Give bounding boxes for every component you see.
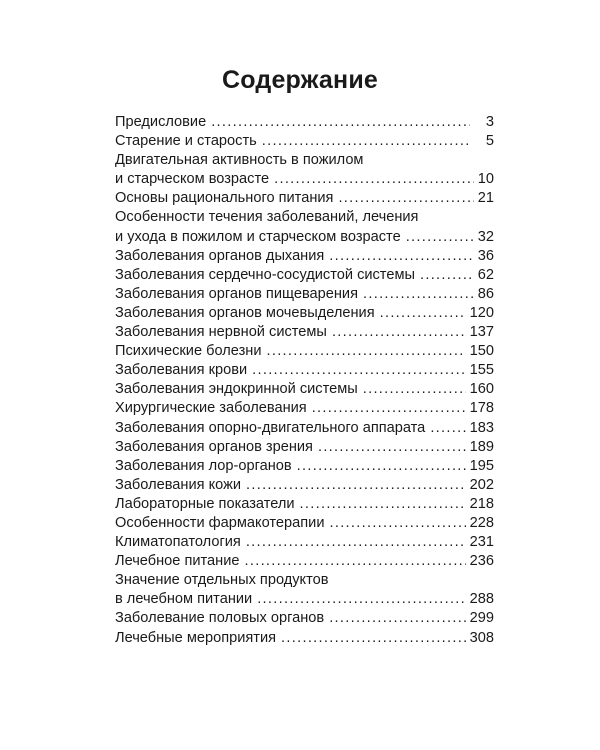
- toc-entry-page-number: 236: [469, 553, 494, 570]
- toc-entry-title: Заболевания органов зрения: [115, 438, 313, 455]
- dot-leader: [211, 113, 470, 132]
- dot-leader: [430, 419, 465, 438]
- toc-entry-page-number: 195: [469, 457, 494, 474]
- toc-entry-title: и ухода в пожилом и старческом возрасте: [115, 228, 401, 245]
- dot-leader: [329, 609, 465, 628]
- toc-entry[interactable]: [115, 571, 494, 609]
- toc-entry[interactable]: [115, 629, 494, 648]
- toc-entry-page-number: 120: [469, 304, 494, 321]
- toc-entry[interactable]: [115, 514, 494, 533]
- toc-entry-title: Заболевания органов дыхания: [115, 247, 325, 264]
- toc-entry[interactable]: [115, 495, 494, 514]
- toc-entry-title: Заболевания сердечно-сосудистой системы: [115, 266, 415, 283]
- toc-entry-page-number: 202: [469, 476, 494, 493]
- dot-leader: [329, 514, 465, 533]
- toc-entry-title: Заболевания кожи: [115, 476, 242, 493]
- toc-entry[interactable]: [115, 361, 494, 380]
- toc-entry-page-number: 137: [469, 324, 494, 341]
- toc-entry-page-number: 288: [469, 591, 494, 608]
- toc-entry-title: Заболевания органов пищеварения: [115, 285, 358, 302]
- toc-entry-page-number: 86: [477, 285, 494, 302]
- toc-entry-title: Основы рационального питания: [115, 190, 334, 207]
- toc-entry[interactable]: [115, 132, 494, 151]
- toc-entry[interactable]: [115, 247, 494, 266]
- toc-entry-title: Лечебное питание: [115, 553, 240, 570]
- toc-entry-title: Лабораторные показатели: [115, 495, 295, 512]
- dot-leader: [274, 170, 474, 189]
- dot-leader: [245, 552, 466, 571]
- toc-entry-title: Климатопатология: [115, 534, 241, 551]
- toc-entry-page-number: 32: [477, 228, 494, 245]
- dot-leader: [329, 247, 473, 266]
- toc-entry-title: Заболевания крови: [115, 362, 248, 379]
- toc-entry[interactable]: [115, 419, 494, 438]
- toc-entry[interactable]: [115, 457, 494, 476]
- toc-entry-title: Особенности фармакотерапии: [115, 514, 325, 531]
- toc-entry-page-number: 218: [469, 495, 494, 512]
- toc-entry-first-line: Особенности течения заболеваний, лечения: [115, 209, 419, 226]
- toc-entry-page-number: 21: [477, 190, 494, 207]
- toc-entry-page-number: 231: [469, 534, 494, 551]
- dot-leader: [246, 476, 466, 495]
- toc-entry-page-number: 160: [469, 381, 494, 398]
- toc-entry-page-number: 3: [485, 114, 494, 130]
- toc-entry-first-line: Значение отдельных продуктов: [115, 572, 329, 589]
- dot-leader: [380, 304, 466, 323]
- dot-leader: [300, 495, 466, 514]
- dot-leader: [266, 342, 465, 361]
- toc-entry-title: и старческом возрасте: [115, 171, 270, 188]
- toc-entry-title: Заболевания органов мочевыделения: [115, 304, 375, 321]
- dot-leader: [281, 629, 466, 648]
- toc-entry-first-line: Двигательная активность в пожилом: [115, 152, 364, 169]
- page-title: Содержание: [221, 66, 379, 94]
- toc-entry[interactable]: [115, 189, 494, 208]
- toc-entry[interactable]: [115, 113, 494, 132]
- toc-entry-title: Старение и старость: [115, 133, 257, 150]
- toc-entry-title: Заболевание половых органов: [115, 610, 325, 627]
- toc-entry-page-number: 5: [485, 133, 494, 150]
- dot-leader: [262, 132, 470, 151]
- toc-entry[interactable]: [115, 208, 494, 246]
- toc-entry-title: Заболевания опорно-двигательного аппарата: [115, 419, 426, 436]
- toc-entry-page-number: 228: [469, 514, 494, 531]
- toc-entry[interactable]: [115, 266, 494, 285]
- dot-leader: [246, 533, 466, 552]
- toc-entry-title: Предисловие: [115, 114, 207, 130]
- toc-entry[interactable]: [115, 533, 494, 552]
- toc-entry-title: Лечебные мероприятия: [115, 629, 277, 646]
- toc-entry[interactable]: [115, 552, 494, 571]
- toc-entry-title: Заболевания нервной системы: [115, 324, 327, 341]
- toc-entry-page-number: 308: [469, 629, 494, 646]
- table-of-contents: [115, 113, 494, 648]
- toc-entry-title: Заболевания эндокринной системы: [115, 381, 358, 398]
- toc-entry-page-number: 178: [469, 400, 494, 417]
- toc-entry[interactable]: [115, 285, 494, 304]
- dot-leader: [332, 323, 466, 342]
- toc-entry[interactable]: [115, 304, 494, 323]
- toc-entry[interactable]: [115, 342, 494, 361]
- toc-entry-page-number: 189: [469, 438, 494, 455]
- toc-entry-title: в лечебном питании: [115, 591, 253, 608]
- toc-entry[interactable]: [115, 476, 494, 495]
- toc-entry[interactable]: [115, 438, 494, 457]
- dot-leader: [297, 457, 466, 476]
- toc-entry-page-number: 62: [477, 266, 494, 283]
- toc-entry-page-number: 183: [469, 419, 494, 436]
- dot-leader: [363, 380, 466, 399]
- dot-leader: [252, 361, 466, 380]
- dot-leader: [338, 189, 473, 208]
- dot-leader: [406, 228, 474, 247]
- toc-entry-page-number: 299: [469, 610, 494, 627]
- toc-entry-page-number: 150: [469, 343, 494, 360]
- dot-leader: [363, 285, 474, 304]
- toc-entry-title: Хирургические заболевания: [115, 400, 307, 417]
- dot-leader: [318, 438, 466, 457]
- toc-entry-title: Заболевания лор-органов: [115, 457, 292, 474]
- toc-entry[interactable]: [115, 609, 494, 628]
- dot-leader: [312, 399, 466, 418]
- dot-leader: [420, 266, 474, 285]
- toc-entry-page-number: 155: [469, 362, 494, 379]
- toc-entry[interactable]: [115, 399, 494, 418]
- toc-entry-page-number: 36: [477, 247, 494, 264]
- dot-leader: [257, 590, 465, 609]
- toc-entry[interactable]: [115, 323, 494, 342]
- toc-entry[interactable]: [115, 151, 494, 189]
- toc-entry[interactable]: [115, 380, 494, 399]
- toc-entry-title: Психические болезни: [115, 343, 262, 360]
- toc-entry-page-number: 10: [477, 171, 494, 188]
